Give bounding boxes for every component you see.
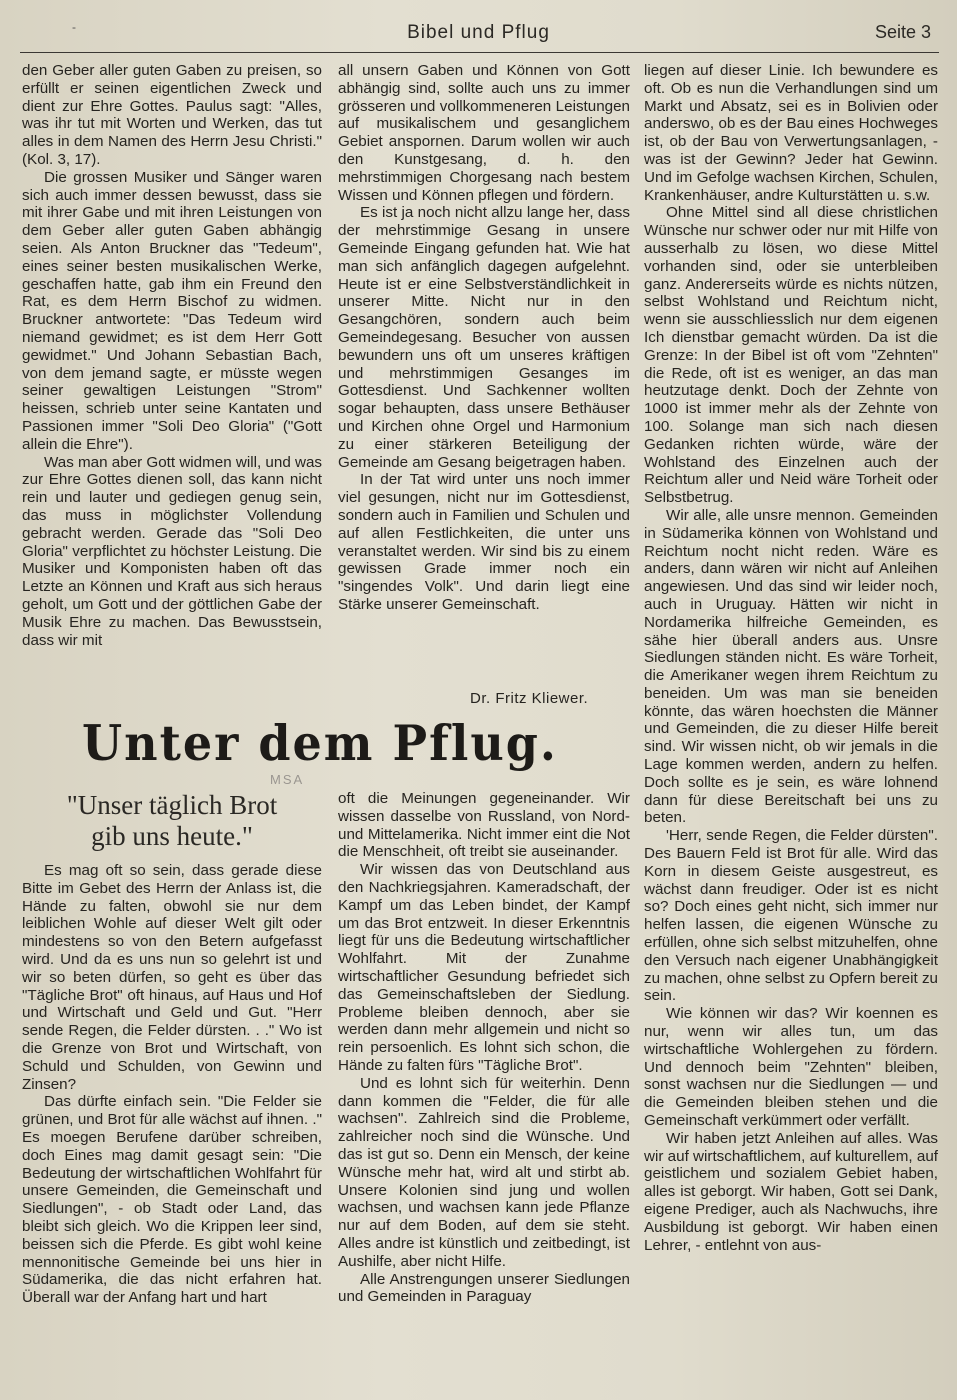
subheading-line: gib uns heute." <box>91 821 253 851</box>
header-mark: - <box>72 20 76 34</box>
paragraph: Wir alle, alle unsre mennon. Gemeinden in Südamerika können von Wohlstand und Reichtum nocht nicht reden. Wäre es anders, dann wären wir nicht auf Anleihen angewiesen. Und das sind wir leider noch, auch in Uruguay. Hätten wir nicht in Nordamerika hilfreiche Gemeinden, es sähe hier überall anders aus. Unsre Siedlungen ständen nicht. Es wäre Torheit, die Amerikaner wegen ihrem Reichtum zu beneiden. Um was man sie beneiden könnte, das wären hoechsten die Männer und Gemeinden, die zu dieser Hilfe bereit sind. Wir wissen nicht, ob wir jemals in die Lage kommen werden, andern zu helfen. Doch sollte es je sein, es wäre lohnend dann für diese Bereitschaft bei uns zu beten. <box>644 506 938 827</box>
paragraph: Ohne Mittel sind all diese christlichen Wünsche nur schwer oder nur mit Hilfe von ausserhalb zu lösen, wo diese Mittel vorhanden sind, oder sie unterbleiben ganz. Andererseits würde es nichts nützen, selbst Wohlstand und Reichtum nicht, wenn sie ausschliesslich nur dem eigenen Ich dienstbar gemacht würden. Da ist die Grenze: In der Bibel ist oft vom "Zehnten" die Rede, oft ist es weniger, an das man heutzutage denkt. Doch der Zehnte von 1000 ist immer mehr als der Zehnte von 100. Solange man sich nach diesen Gedanken richten würde, wäre der Wohlstand des Einzelnen auch der Reichtum aller und Neid wäre Torheit oder Selbstbetrug. <box>644 204 938 507</box>
section-column-3 <box>644 62 938 1254</box>
author-signature: Dr. Fritz Kliewer. <box>470 690 589 707</box>
paragraph: den Geber aller guten Gaben zu preisen, so erfüllt er seinen eigentlichen Zweck und dient zur Ehre Gottes. Paulus sagt: "Alles, was ihr tut mit Worten und Werken, das tut alles in dem Namen des Herrn Jesu Christi." (Kol. 3, 17). <box>22 62 322 168</box>
paragraph: Alle Anstrengungen unserer Siedlungen und Gemeinden in Paraguay <box>338 1270 630 1306</box>
paragraph: Das dürfte einfach sein. "Die Felder sie grünen, und Brot für alle wächst auf ihnen. ." Es moegen Berufene darüber schreiben, doch Eines mag damit gesagt sein: "Die Bedeutung der wirtschaftlichen Wohlfahrt für unsere Gemeinden, die Gemeinschaft und Siedlungen", - ob Stadt oder Land, das bleibt sich gleich. Wo die Krippen leer sind, beissen sich die Pferde. Es gibt wohl keine mennonitische Gemeinde bei uns hier in Südamerika, die das nicht erfahren hat. Überall war der Anfang hart und hart <box>22 1093 322 1307</box>
paragraph: 'Herr, sende Regen, die Felder dürsten". Des Bauern Feld ist Brot für alle. Wird das Korn in diesem Geiste ausgestreut, es wächst dann freudiger. Oder ist es nicht so? Doch eines geht nicht, sich immer nur helfen lassen, die eigenen Wünsche zu erfüllen, ohne sich selbst mitzuhelfen, ohne den Versuch nach eigener Unabhängigkeit zu machen, ohne selbst zu Opfern bereit zu sein. <box>644 827 938 1005</box>
paragraph: Es ist ja noch nicht allzu lange her, dass der mehrstimmige Gesang in unsere Gemeinde Eingang gefunden hat. Wie hat man sich anfänglich dagegen aufgelehnt. Heute ist er eine Selbstverständlichkeit in unserer Mitte. Nicht nur in den Gesangchören, sondern auch beim Gemeindegesang. Besucher von aussen bewundern uns oft um unseres kräftigen und mehrstimmigen Gesanges im Gottesdienst. Und Sachkenner wollten sogar behaupten, dass unsere Bethäuser und Kirchen ohne Orgel und Harmonium zu einer stärkeren Beteiligung der Gemeinde am Gesang beigetragen haben. <box>338 204 630 471</box>
page-header <box>0 0 957 60</box>
paragraph: liegen auf dieser Linie. Ich bewundere es oft. Ob es nun die Verhandlungen sind um Markt und Absatz, sei es in Bolivien oder anderswo, ob es der Bau eines Hochweges ist, ob der Bau von Verwertungsanlagen, - was ist der Gewinn? Jeder hat Gewinn. Und im Gefolge wachsen Kirchen, Schulen, Krankenhäuser, andre Kulturstätten u. s.w. <box>644 62 938 204</box>
pencil-annotation: MSA <box>270 772 305 787</box>
paragraph: oft die Meinungen gegeneinander. Wir wissen dasselbe von Russland, von Nord- und Mittelamerika. Nicht immer eint die Not die Menschheit, oft treibt sie auseinander. <box>338 790 630 861</box>
paragraph: Und es lohnt sich für weiterhin. Denn dann kommen die "Felder, die für alle wachsen". Zahlreich sind die Probleme, zahlreicher noch sind die Wünsche. Und das ist gut so. Denn ein Mensch, der keine Wünsche mehr hat, wird alt und stirbt ab. Unsere Kolonien sind jung und wollen wachsen, und wachsen kann jede Pflanze nur auf dem Boden, auf dem sie steht. Alles andre ist künstlich und zeitbedingt, ist Aushilfe, aber nicht Hilfe. <box>338 1074 630 1270</box>
paragraph: Wir wissen das von Deutschland aus den Nachkriegsjahren. Kameradschaft, der Kampf um das Leben bindet, der Kampf um das Brot entzweit. In dieser Erkenntnis liegt für uns die Bedeutung wirtschaftlicher Wohlfahrt. Mit der Zunahme wirtschaftlicher Gesundung befriedet sich das Gemeinschaftsleben der Siedlung. Probleme bleiben dennoch, aber sie werden dann mehr allgemein und nicht so rein persoenlich. Es lohnt sich schon, die Hände zu falten fürs "Tägliche Brot". <box>338 861 630 1074</box>
paragraph: Wir haben jetzt Anleihen auf alles. Was wir auf wirtschaftlichem, auf kulturellem, auf geistlichem und sozialem Gebiet haben, alles ist geborgt. Wir haben, Gott sei Dank, eigene Prediger, auch als Nachwuchs, ihre Ausbildung ist geborgt. Wir haben einen Lehrer, - entlehnt von aus- <box>644 1129 938 1254</box>
paragraph: Wie können wir das? Wir koennen es nur, wenn wir alles tun, um das wirtschaftliche Wohlergehen zu fördern. Und dennoch beim "Zehnten" bleiben, sonst wachsen nur die Siedlungen — und die Gemeinden bleiben stehen und die Gemeinschaft verkümmert oder verfällt. <box>644 1005 938 1130</box>
header-title: Bibel und Pflug <box>407 22 550 43</box>
section-column-2 <box>338 790 630 1306</box>
article-subheading <box>22 790 322 852</box>
paragraph: In der Tat wird unter uns noch immer viel gesungen, nicht nur im Gottesdienst, sondern auch in Familien und Schulen und auf allen Festlichkeiten, die unter uns veranstaltet werden. Wir sind bis zu einem gewissen Grade immer noch ein "singendes Volk". Und darin liegt eine Stärke unserer Gemeinschaft. <box>338 471 630 613</box>
article1-column-1 <box>22 62 322 649</box>
paragraph: Was man aber Gott widmen will, und was zur Ehre Gottes dienen soll, das kann nicht rein und lauter und gediegen genug sein, das muss in möglichster Vollendung gebracht werden. Gerade das "Soli Deo Gloria" verpflichtet zu höchster Leistung. Die Musiker und Komponisten haben oft das Letzte an Können und Kraft aus sich heraus geholt, um Gott und der göttlichen Gabe der Musik Ehre zu machen. Das Bewusstsein, dass wir mit <box>22 453 322 649</box>
page-number: Seite 3 <box>874 22 931 42</box>
header-rule <box>20 52 939 53</box>
paragraph: Die grossen Musiker und Sänger waren sich auch immer dessen bewusst, dass sie mit ihrer Gabe und mit ihren Leistungen von dem Geber aller guten Gaben abhängig seien. Als Anton Bruckner das "Tedeum", eines seiner besten musikalischen Werke, geschaffen hatte, gab ihm ein Freund den Rat, es dem Herrn Bischof zu widmen. Bruckner antwortete: "Das Tedeum wird niemand gewidmet; es ist dem Herr Gott gewidmet." Und Johann Sebastian Bach, von dem jemand sagte, er müsste wegen seiner gewaltigen Leistungen "Strom" heissen, schrieb unter seine Kantaten und Passionen immer "Soli Deo Gloria" ("Gott allein die Ehre"). <box>22 168 322 453</box>
section-heading: Unter dem Pflug. <box>82 714 558 772</box>
paragraph: Es mag oft so sein, dass gerade diese Bitte im Gebet des Herrn der Anlass ist, die Hände zu falten, obwohl sie nur dem leiblichen Wohle auf dieser Welt gilt oder mindestens so von den Betern aufgefasst wird. Und da es uns nun so gelehrt ist und wir so beten dürfen, so geht es über das "Tägliche Brot" oft hinaus, auf Haus und Hof und Wirtschaft und Geld und Gut. "Herr sende Regen, die Felder dürsten. . ." Wo ist die Grenze von Brot und Wirtschaft, von Schuld und Schulden, von Gewinn und Zinsen? <box>22 862 322 1093</box>
article1-column-2 <box>338 62 630 614</box>
paragraph: all unsern Gaben und Können von Gott abhängig sind, sollte auch uns zu immer grösseren und vollkommeneren Leistungen auf musikalischem und gesanglichem Gebiet anspornen. Darum wollen wir auch den Kunstgesang, d. h. den mehrstimmigen Chorgesang nach bestem Wissen und Können pflegen und fördern. <box>338 62 630 204</box>
subheading-line: "Unser täglich Brot <box>66 790 278 820</box>
section-column-1 <box>22 862 322 1307</box>
